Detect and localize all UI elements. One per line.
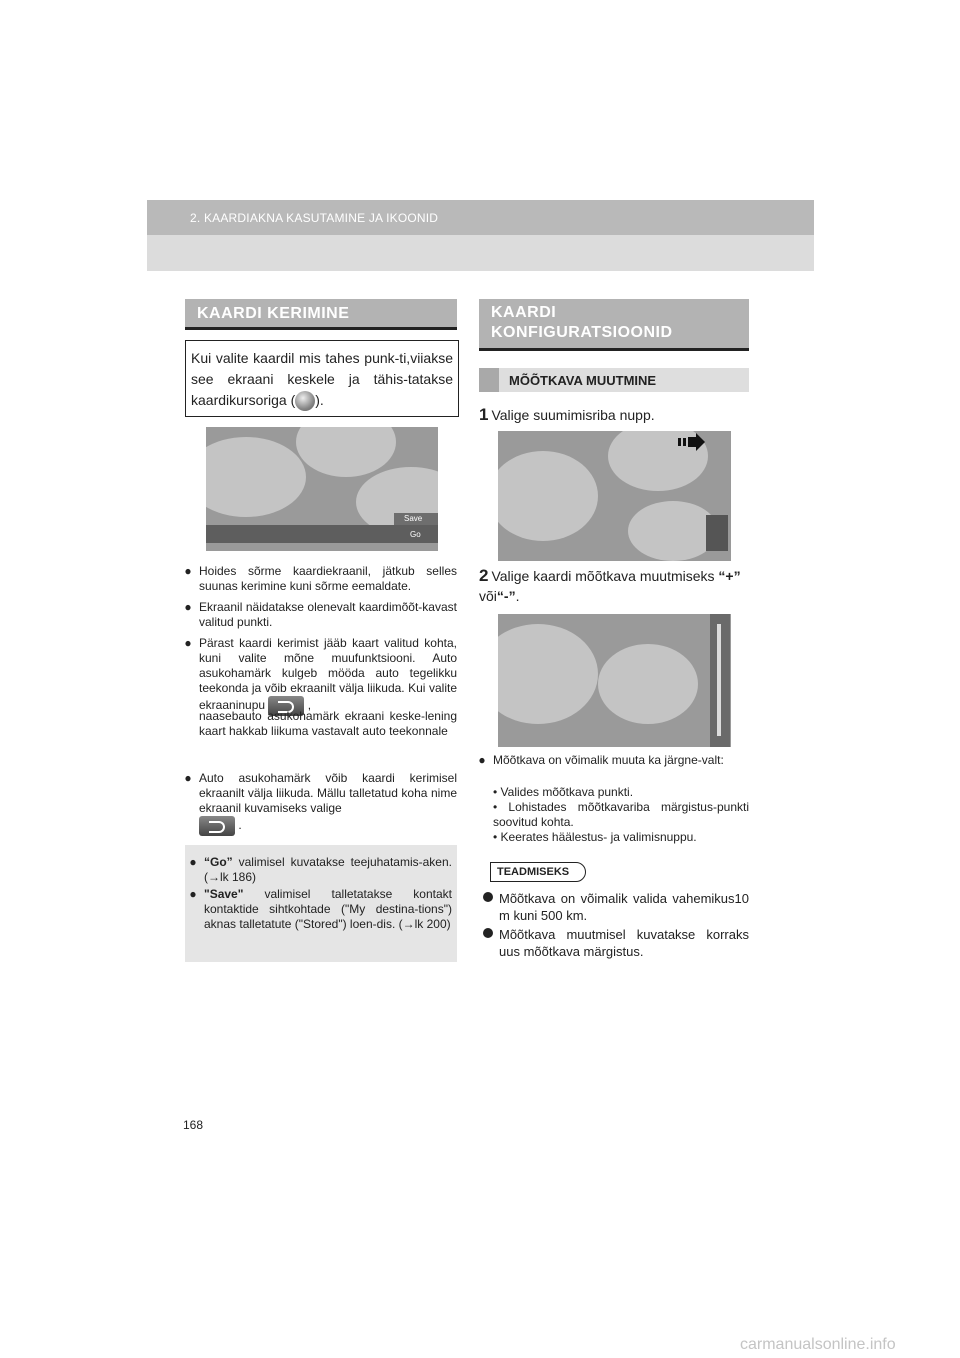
minus-label: “-”: [496, 588, 516, 604]
map-screenshot-scroll: [206, 427, 438, 551]
step-text: Valige suumimisriba nupp.: [491, 407, 655, 423]
subheading-bar: [479, 368, 749, 392]
plus-label: “+”: [718, 568, 741, 584]
heading-text: KAARDI KERIMINE: [197, 305, 350, 322]
list-item: ⦁ Mõõtkava on võimalik muuta ka järgne-valt:: [479, 753, 749, 768]
list-item: ⦁ “Go” valimisel kuvatakse teejuhatamis-aken. (→lk 186): [190, 855, 452, 884]
tip-label: [490, 862, 586, 882]
intro-text: [191, 348, 453, 411]
bullet-text: Hoides sõrme kaardiekraanil, jätkub selles suunas kerimine kuni sõrme eemaldate.: [199, 564, 457, 593]
section-header: 2. KAARDIAKNA KASUTAMINE JA IKOONID: [190, 211, 439, 225]
back-button-icon: [199, 816, 235, 836]
bullet-text: Auto asukohamärk võib kaardi kerimisel ekraanilt välja liikuda. Mällu talletatud koha nime ekraanil kuvamiseks valige: [199, 771, 457, 815]
tip-text: Mõõtkava muutmisel kuvatakse korraks uus mõõtkava märgistus.: [499, 927, 749, 959]
bullet-text: naasebauto asukohamärk ekraani keske-lening kaart hakkab liikuma vastavalt auto teekonnale: [199, 709, 457, 738]
list-item: ⦁ "Save" valimisel talletatakse kontakt kontaktide sihtkohtade ("My destina-tions") aknas talletatute ("Stored") loen-dis. (→lk 200): [190, 887, 452, 931]
list-item: [479, 926, 749, 960]
list-item: ⦁ Pärast kaardi kerimist jääb kaart valitud kohta, kuni valite mõne muufunktsiooni. Auto asukohamärk kulgeb mööda auto tegelikku teekonda ja võib ekraanilt välja liikuda. Kui valite ekraaninupu ,: [185, 636, 457, 716]
list-item: ⦁ Auto asukohamärk võib kaardi kerimisel ekraanilt välja liikuda. Mällu talletatud koha nime ekraanil kuvamiseks valige .: [185, 771, 457, 836]
list-item: [485, 785, 749, 800]
map-cursor-icon: [295, 391, 315, 411]
bullet-text: Pärast kaardi kerimist jääb kaart valitud kohta, kuni valite mõne muufunktsiooni. Auto asukohamärk kulgeb mööda auto tegelikku teekonda ja võib ekraanilt välja liikuda. Kui valite ekraaninupu: [199, 636, 457, 713]
note-text: valimisel kuvatakse teejuhatamis-aken. (→lk 186): [204, 855, 452, 884]
step-text-mid: või: [479, 588, 497, 604]
bullet-text: Ekraanil näidatakse olenevalt kaardimõõt-kavast valitud punkti.: [199, 600, 457, 629]
arrow-right-icon: [678, 433, 706, 451]
note-bold: "Save": [204, 887, 244, 901]
list-item: [479, 890, 749, 924]
tip-text: Mõõtkava on võimalik valida vahemikus10 m kuni 500 km.: [499, 891, 749, 923]
list-item: [485, 800, 749, 830]
map-screenshot-scale-bar: [498, 614, 731, 747]
intro-end: ).: [315, 392, 324, 408]
subheading-text: MÕÕTKAVA MUUTMINE: [509, 373, 657, 388]
note-text: valimisel talletatakse kontakt kontaktide sihtkohtade ("My destina-tions") aknas talletatute ("Stored") loen-dis. (→lk 200): [204, 887, 452, 931]
step-number: 1: [479, 405, 489, 424]
sub-bullet-text: • Keerates häälestus- ja valimisnuppu.: [493, 830, 697, 844]
page-number: 168: [183, 1118, 204, 1132]
intro-body: Kui valite kaardil mis tahes punk-ti,viiakse see ekraani keskele ja tähis-tatakse kaardikursoriga (: [191, 350, 453, 408]
list-item: [485, 830, 749, 845]
bullet-text: Mõõtkava on võimalik muuta ka järgne-valt:: [493, 753, 724, 767]
step-text: Valige kaardi mõõtkava muutmiseks: [491, 568, 719, 584]
map-screenshot-zoom-button: [498, 431, 731, 561]
list-item: ⦁ Hoides sõrme kaardiekraanil, jätkub selles suunas kerimine kuni sõrme eemaldate.: [185, 564, 457, 593]
list-item: [185, 709, 457, 739]
heading-text: KAARDI KONFIGURATSIOONID: [491, 304, 673, 341]
map-save-label: Save: [404, 514, 423, 523]
heading-kaardi-konfiguratsioonid: [479, 299, 749, 351]
intro-box: [185, 340, 459, 417]
sub-bullet-text: • Lohistades mõõtkavariba märgistus-punkti soovitud kohta.: [493, 800, 749, 829]
tip-label-text: TEADMISEKS: [497, 866, 570, 878]
heading-kaardi-kerimine: [185, 299, 457, 330]
step-number: 2: [479, 566, 489, 585]
note-bold: “Go”: [204, 855, 233, 869]
list-item: ⦁ Ekraanil näidatakse olenevalt kaardimõõt-kavast valitud punkti.: [185, 600, 457, 629]
step-2: [479, 566, 749, 606]
sub-bullet-text: • Valides mõõtkava punkti.: [493, 785, 634, 799]
step-text-end: .: [515, 588, 520, 604]
watermark: carmanualsonline.info: [740, 1336, 896, 1353]
map-go-label: Go: [410, 530, 421, 539]
step-1: [479, 405, 655, 425]
note-box: [185, 845, 457, 962]
